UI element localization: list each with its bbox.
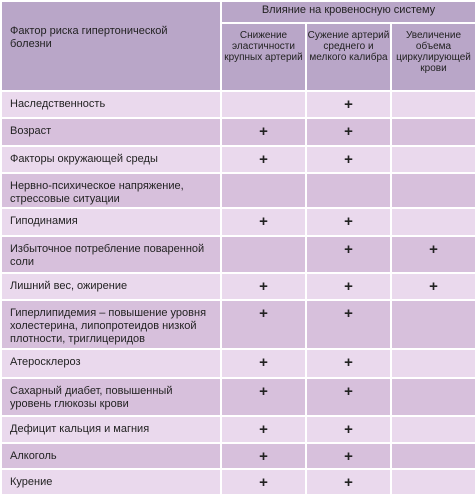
mark-narrowing: + [306,443,391,470]
mark-blood-volume: + [391,273,475,301]
mark-blood-volume [391,300,475,349]
table-row [1,443,475,470]
table-row [1,208,475,236]
factor-name: Наследственность [1,91,221,118]
factor-name: Атеросклероз [1,349,221,378]
mark-blood-volume [391,378,475,417]
table-row [1,273,475,301]
table-row [1,300,475,349]
mark-elasticity: + [221,443,306,470]
factor-name: Сахарный диабет, повышенный уровень глюкозы крови [1,378,221,417]
mark-narrowing: + [306,273,391,301]
table-row [1,173,475,209]
factor-name: Нервно-психическое напряжение, стрессовые ситуации [1,173,221,209]
table-row [1,349,475,378]
mark-narrowing: + [306,236,391,273]
table-row [1,118,475,147]
column-header-narrowing: Сужение артерий среднего и мелкого калибра [306,23,391,91]
mark-elasticity: + [221,416,306,443]
mark-blood-volume [391,443,475,470]
mark-blood-volume [391,173,475,209]
mark-elasticity: + [221,118,306,147]
mark-blood-volume [391,416,475,443]
table-row [1,469,475,495]
mark-elasticity: + [221,469,306,495]
mark-blood-volume [391,208,475,236]
mark-elasticity: + [221,146,306,173]
mark-narrowing: + [306,349,391,378]
mark-narrowing: + [306,416,391,443]
factor-name: Лишний вес, ожирение [1,273,221,301]
table-row [1,236,475,273]
mark-blood-volume [391,91,475,118]
mark-elasticity: + [221,273,306,301]
mark-blood-volume [391,349,475,378]
factor-name: Гиперлипидемия – повышение уровня холестерина, липопротеидов низкой плотности, триглицеридов [1,300,221,349]
mark-blood-volume [391,146,475,173]
mark-blood-volume [391,118,475,147]
mark-elasticity [221,173,306,209]
mark-narrowing: + [306,378,391,417]
mark-narrowing: + [306,208,391,236]
mark-narrowing: + [306,469,391,495]
mark-elasticity: + [221,208,306,236]
table-row [1,146,475,173]
mark-elasticity: + [221,349,306,378]
table-row [1,416,475,443]
table-row [1,91,475,118]
column-header-elasticity: Снижение эластичности крупных артерий [221,23,306,91]
mark-elasticity: + [221,300,306,349]
mark-narrowing: + [306,91,391,118]
factor-name: Избыточное потребление поваренной соли [1,236,221,273]
factor-name: Алкоголь [1,443,221,470]
table-row [1,378,475,417]
mark-blood-volume [391,469,475,495]
column-header-blood-volume: Увеличение объема циркулирующей крови [391,23,475,91]
factor-name: Гиподинамия [1,208,221,236]
factor-name: Курение [1,469,221,495]
mark-elasticity [221,236,306,273]
circulatory-effect-header: Влияние на кровеносную систему [221,1,475,23]
mark-narrowing [306,173,391,209]
mark-narrowing: + [306,118,391,147]
factor-name: Факторы окружающей среды [1,146,221,173]
mark-narrowing: + [306,300,391,349]
factor-column-header: Фактор риска гипертонической болезни [1,1,221,91]
factor-name: Дефицит кальция и магния [1,416,221,443]
mark-blood-volume: + [391,236,475,273]
factor-name: Возраст [1,118,221,147]
mark-elasticity: + [221,378,306,417]
mark-elasticity [221,91,306,118]
mark-narrowing: + [306,146,391,173]
